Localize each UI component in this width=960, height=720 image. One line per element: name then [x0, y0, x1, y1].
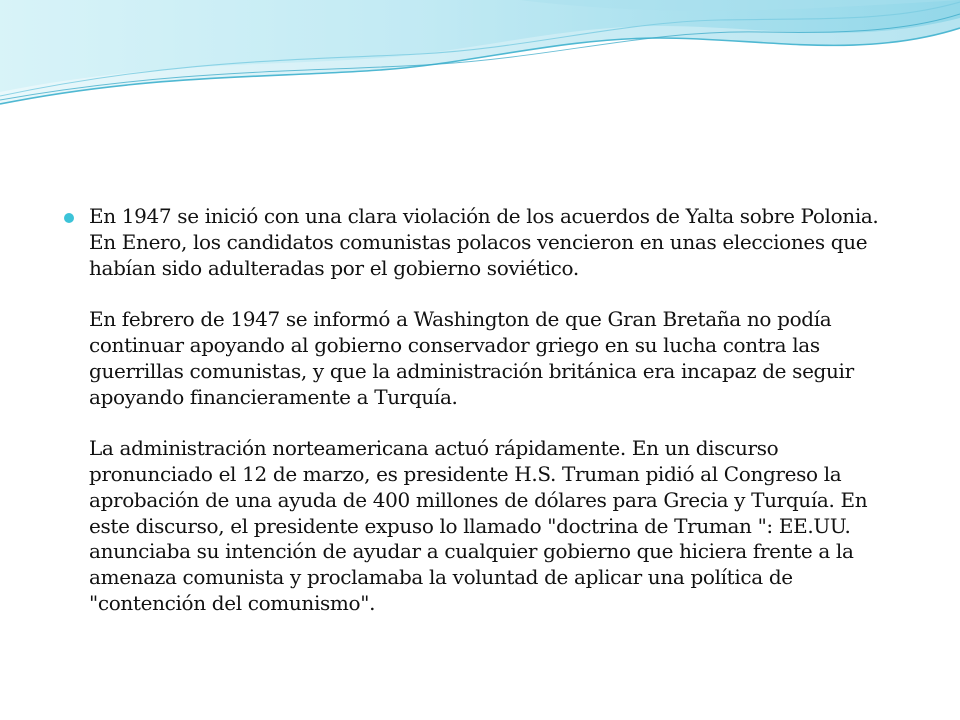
paragraph-1: En 1947 se inició con una clara violación de los acuerdos de Yalta sobre Polonia. En Enero, los candidatos comunistas polacos vencieron en unas elecciones que habían sido adulteradas por el gobierno soviético. [89, 204, 879, 280]
bullet-text [89, 204, 894, 617]
paragraph-2: En febrero de 1947 se informó a Washington de que Gran Bretaña no podía continuar apoyando al gobierno conservador griego en su lucha contra las guerrillas comunistas, y que la administración británica era incapaz de seguir apoyando financieramente a Turquía. [89, 307, 854, 409]
bullet-item [64, 204, 894, 617]
bullet-dot-icon [64, 213, 74, 223]
paragraph-spacer [89, 410, 894, 436]
paragraph-3: La administración norteamericana actuó rápidamente. En un discurso pronunciado el 12 de marzo, es presidente H.S. Truman pidió al Congreso la aprobación de una ayuda de 400 millones de dólares para Grecia y Turquía. En este discurso, el presidente expuso lo llamado "doctrina de Truman ": EE.UU. anunciaba su intención de ayudar a cualquier gobierno que hiciera frente a la amenaza comunista y proclamaba la voluntad de aplicar una política de "contención del comunismo". [89, 436, 868, 615]
content-area [64, 204, 894, 617]
paragraph-spacer [89, 281, 894, 307]
wave-header-decoration [0, 0, 960, 140]
